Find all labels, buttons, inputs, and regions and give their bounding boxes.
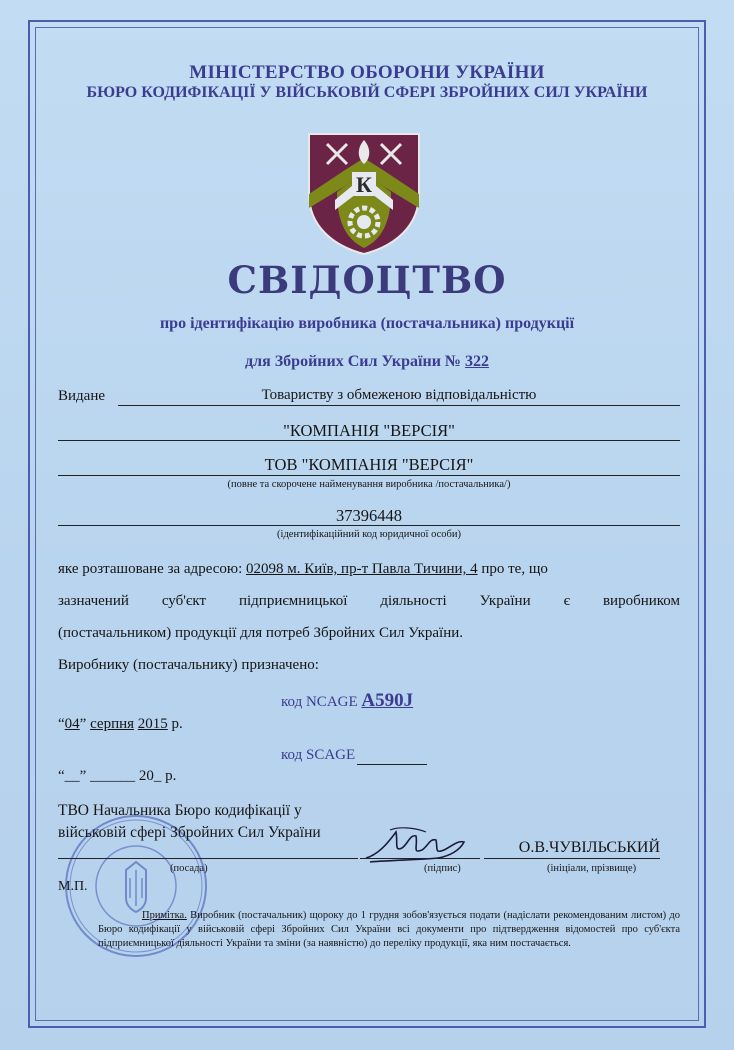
ncage-date-month: серпня — [90, 716, 135, 732]
position-line-2: військовій сфері Збройних Сил України — [58, 824, 321, 841]
scage-label: код SCAGE — [281, 747, 356, 763]
handwritten-signature-icon — [360, 824, 480, 866]
ncage-label: код NCAGE — [281, 694, 358, 710]
position-signature-line — [58, 858, 358, 859]
position-caption: (посада) — [170, 863, 208, 874]
ncage-date — [58, 716, 183, 733]
company-full-name: "КОМПАНІЯ "ВЕРСІЯ" — [283, 421, 455, 440]
position-line-1: ТВО Начальника Бюро кодифікації у — [58, 802, 302, 819]
address-prefix: яке розташоване за адресою: — [58, 561, 243, 577]
ministry-title: МІНІСТЕРСТВО ОБОРОНИ УКРАЇНИ — [189, 62, 545, 83]
ncage-date-year: 2015 — [137, 716, 168, 732]
emblem-letter: К — [356, 172, 372, 197]
address-value: 02098 м. Київ, пр-т Павла Тичини, 4 — [246, 561, 478, 577]
id-code: 37396448 — [336, 506, 402, 525]
signatory-name: О.В.ЧУВІЛЬСЬКИЙ — [518, 839, 660, 856]
note-text: Виробник (постачальник) щороку до 1 грудня зобов'язується подати (надіслати рекомендованим листом) до Бюро кодифікації у військовій сфері Збройних Сил України всі документи про підтвердження відомостей про суб'єкта підприємницької діяльності України та зміни (за наявністю) до переліку продукції, яка ним постачається. — [98, 910, 680, 949]
signatory-name-caption: (ініціали, прізвище) — [547, 863, 637, 874]
id-code-caption: (ідентифікаційний код юридичної особи) — [277, 529, 461, 540]
name-caption: (повне та скорочене найменування виробника /постачальника/) — [227, 479, 511, 490]
subtitle-prefix: для Збройних Сил України № — [245, 353, 461, 370]
paragraph-line-2: зазначений суб'єкт підприємницької діяльності України є виробником — [58, 593, 680, 609]
certificate-subtitle: про ідентифікацію виробника (постачальника) продукції — [159, 315, 575, 332]
name-line — [484, 858, 660, 859]
note-paragraph — [98, 909, 680, 951]
ncage-line — [281, 690, 413, 712]
signature-caption: (підпис) — [424, 863, 461, 874]
note-title: Примітка. — [142, 910, 187, 921]
scage-date: “__” ______ 20_ р. — [58, 768, 177, 784]
company-short-line — [58, 475, 680, 476]
bureau-title: БЮРО КОДИФІКАЦІЇ У ВІЙСЬКОВІЙ СФЕРІ ЗБРОЙНИХ СИЛ УКРАЇНИ — [86, 84, 648, 101]
address-suffix: про те, що — [481, 561, 548, 577]
issued-label: Видане — [58, 388, 106, 404]
issued-line — [118, 405, 680, 406]
certificate-number: 322 — [464, 353, 489, 370]
certificate-number-line — [0, 353, 734, 371]
address-line — [58, 561, 680, 578]
scage-blank-line — [357, 764, 427, 765]
company-type: Товариству з обмеженою відповідальністю — [261, 387, 537, 403]
bureau-emblem-icon — [305, 130, 423, 258]
ncage-date-quote-close: ” — [79, 716, 87, 732]
certificate-title: СВІДОЦТВО — [227, 258, 507, 302]
ncage-value: A590J — [361, 690, 414, 711]
scage-line — [281, 747, 355, 764]
assigned-label: Виробнику (постачальнику) призначено: — [58, 657, 319, 673]
ncage-date-quote-open: “ — [58, 716, 65, 732]
company-short-name: ТОВ "КОМПАНІЯ "ВЕРСІЯ" — [264, 455, 474, 474]
ncage-date-day: 04 — [64, 716, 80, 732]
mp-label: М.П. — [58, 879, 88, 894]
ncage-date-suffix: р. — [171, 716, 183, 732]
paragraph-line-3: (постачальником) продукції для потреб Збройних Сил України. — [58, 625, 464, 641]
